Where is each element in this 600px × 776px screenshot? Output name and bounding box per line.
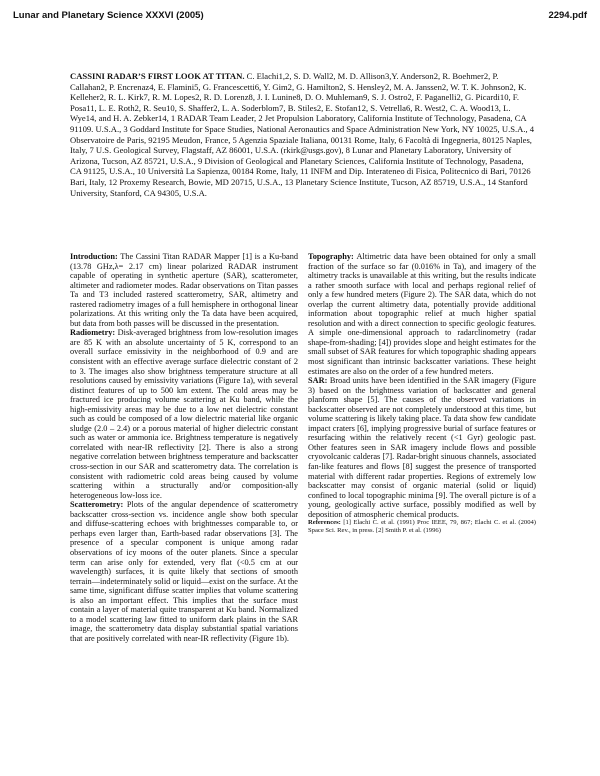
left-column	[70, 252, 298, 766]
sar-heading: SAR:	[308, 376, 328, 386]
document-id: 2294.pdf	[548, 10, 587, 21]
sar-paragraph	[308, 376, 536, 519]
authors-affiliations: C. Elachi1,2, S. D. Wall2, M. D. Allison3,Y. Anderson2, R. Boehmer2, P. Callahan2, P. Encrenaz4, E. Flamini5, G. Francescetti6, Y. Gim2, G. Hamilton2, S. Hensley2, M. A. Janssen2, W. T. K. Johnson2, K. Kelleher2, R. L. Kirk7, R. M. Lopes2, R. D. Lorenz8, J. I. Lunine8, D. O. Muhleman9, S. J. Ostro2, F. Paganelli2, G. Picardi10, F. Posa11, L. E. Roth2, R. Seu10, S. Shaffer2, L. A. Soderblom7, B. Stiles2, E. Stofan12, S. Vetrella6, R. West2, C. A. Wood13, L. Wye14, and H. A. Zebker14, 1 RADAR Team Leader, 2 Jet Propulsion Laboratory, California Institute of Technology, Pasadena, CA 91109. U.S.A., 3 Goddard Institute for Space Studies, National Aeronautics and Space Administration New York, NY 10025, U.S.A., 4 Observatoire de Paris, 92195 Meudon, France, 5 Agenzia Spaziale Italiana, 00131 Rome, Italy, 6 Facoltà di Ingegneria, 80125 Naples, Italy, 7 U.S. Geological Survey, Flagstaff, AZ 86001, U.S.A. (rkirk@usgs.gov), 8 Lunar and Planetary Laboratory, University of Arizona, Tucson, AZ 85721, U.S.A., 9 Division of Geological and Planetary Sciences, California Institute of Technology, Pasadena, CA 91125, U.S.A., 10 Università La Sapienza, 00184 Rome, Italy, 11 INFM and Dip. Interateneo di Fisica, Politecnico di Bari, 70126 Bari, Italy, 12 Proxemy Research, Bowie, MD 20715, U.S.A., 13 Planetary Science Institute, Tucson, AZ 85719, U.S.A., 14 Stanford University, Stanford, CA 94305, U.S.A.	[70, 71, 535, 198]
right-column	[308, 252, 536, 766]
sar-text: Broad units have been identified in the SAR imagery (Figure 3) based on the brightness variation of backscatter and general planform shape [5]. The causes of the observed variations in backscatter observed are not completely understood at this time, but volume scattering is likely taking place. Ta data show few candidate impact craters [6], implying progressive burial of surface features or resurfacing within the relatively recent (<1 Gyr) geologic past. Other features seen in SAR imagery include flows and possible cryovolcanic calderas [7]. Radar-bright sinuous channels, associated fan-like features and flows [8] suggest the presence of transported material with different radar properties. Regions of extremely low backscatter may consist of organic material (solid or liquid) confined to local topographic minima [9]. The overall picture is of a young, geologically active surface, possibly modified as well by deposition of atmospheric chemical products.	[308, 376, 536, 519]
radiometry-paragraph	[70, 328, 298, 500]
topography-paragraph	[308, 252, 536, 376]
page-header	[13, 10, 587, 21]
topography-text: Altimetric data have been obtained for only a small fraction of the surface so far (0.016% in Ta), and imagery of the altimetry tracks is unavailable at this writing, but the results indicate a rather smooth surface with local and perhaps regional relief of only a few hundred meters (Figure 2). The SAR data, which do not overlap the current altimetry data, potentially provide additional information about topographic relief at much higher spatial resolution and with a direct connection to specific geologic features. A simple one-dimensional approach to radarclinometry (radar shape-from-shading; [4]) provides slope and height estimates for the small subset of SAR features for which topographic shading appears most significant than intrinsic backscatter variations. These height estimates are also on the order of a few hundred meters.	[308, 252, 536, 376]
intro-text: The Cassini Titan RADAR Mapper [1] is a Ku-band (13.78 GHz,λ= 2.17 cm) linear polarized RADAR instrument capable of operating in synthetic aperture (SAR), scatterometer, altimeter and radiometer modes. Radar observations on Titan passes Ta and T3 included rastered scatterometry, SAR, altimetry and rastered radiometry images of a full hemisphere in orthogonal linear polarizations. At this writing only the Ta data have been acquired, but data from both passes will be discussed in the presentation.	[70, 252, 298, 328]
topography-heading: Topography:	[308, 252, 354, 261]
intro-heading: Introduction:	[70, 252, 118, 261]
conference-name: Lunar and Planetary Science XXXVI (2005)	[13, 10, 204, 21]
references	[308, 519, 536, 535]
scatterometry-heading: Scatterometry:	[70, 500, 124, 510]
scatterometry-paragraph	[70, 500, 298, 643]
references-text: [1] Elachi C. et al. (1991) Proc IEEE, 79, 867; Elachi C. et al. (2004) Space Sci. Rev., in press. [2] Smith P. et al. (1996)	[308, 519, 536, 535]
intro-paragraph	[70, 252, 298, 328]
radiometry-text: Disk-averaged brightness from low-resolution images are 85 K with an absolute uncertainty of 5 K, correspond to an overall surface emissivity in the neighborhood of 0.9 and are consistent with an effective average surface dielectric constant of 2 to 3. The images also show brightness temperature structure at all resolutions caused by emissivity variations (Figure 1a), with several distinct features of up to 500 km extent. The cold areas may be fractured ice producing volume scattering at Ku band, while the high-emissivity areas may be due to a low net dielectric constant such as could be composed of a low dielectric material like organic sludge (2.0 – 2.4) or a porous material of higher dielectric constant such as water or ammonia ice. Brightness temperature is negatively correlated with near-IR reflectivity [2]. There is also a strong negative correlation between brightness temperature and backscatter cross-section in our SAR and scatterometry data. The correlation is consistent with radiometric cold areas being caused by volume scattering within a structurally and/or composition-ally heterogeneous low-loss ice.	[70, 328, 298, 500]
body-columns	[70, 252, 536, 766]
radiometry-heading: Radiometry:	[70, 328, 116, 338]
title-block	[70, 71, 536, 198]
paper-title: CASSINI RADAR’S FIRST LOOK AT TITAN.	[70, 71, 245, 81]
references-heading: References:	[308, 519, 341, 527]
scatterometry-text: Plots of the angular dependence of scatterometry backscatter cross-section vs. incidence angle show both specular and diffuse-scattering echoes with brightnesses comparable to, or perhaps even larger than, Earth-based radar observations [3]. The presence of a specular component is unique among radar observations of icy moons of the outer planets. Since a specular term can arise only for extended, very flat (<0.5 cm at our wavelength) surfaces, it is quite likely that sections of smooth terrain—indeterminately solid or liquid—exist on the surface. At the same time, significant diffuse scatter implies that volume scattering is also an important effect. This implies that the surface must contain a layer of material quite transparent at Ku band. Normalized to a model scattering law fitted to uniform dark plains in the SAR image, the scatterometry data display substantial spatial variations that are positively correlated with near-IR reflectivity (Figure 1b).	[70, 500, 298, 643]
